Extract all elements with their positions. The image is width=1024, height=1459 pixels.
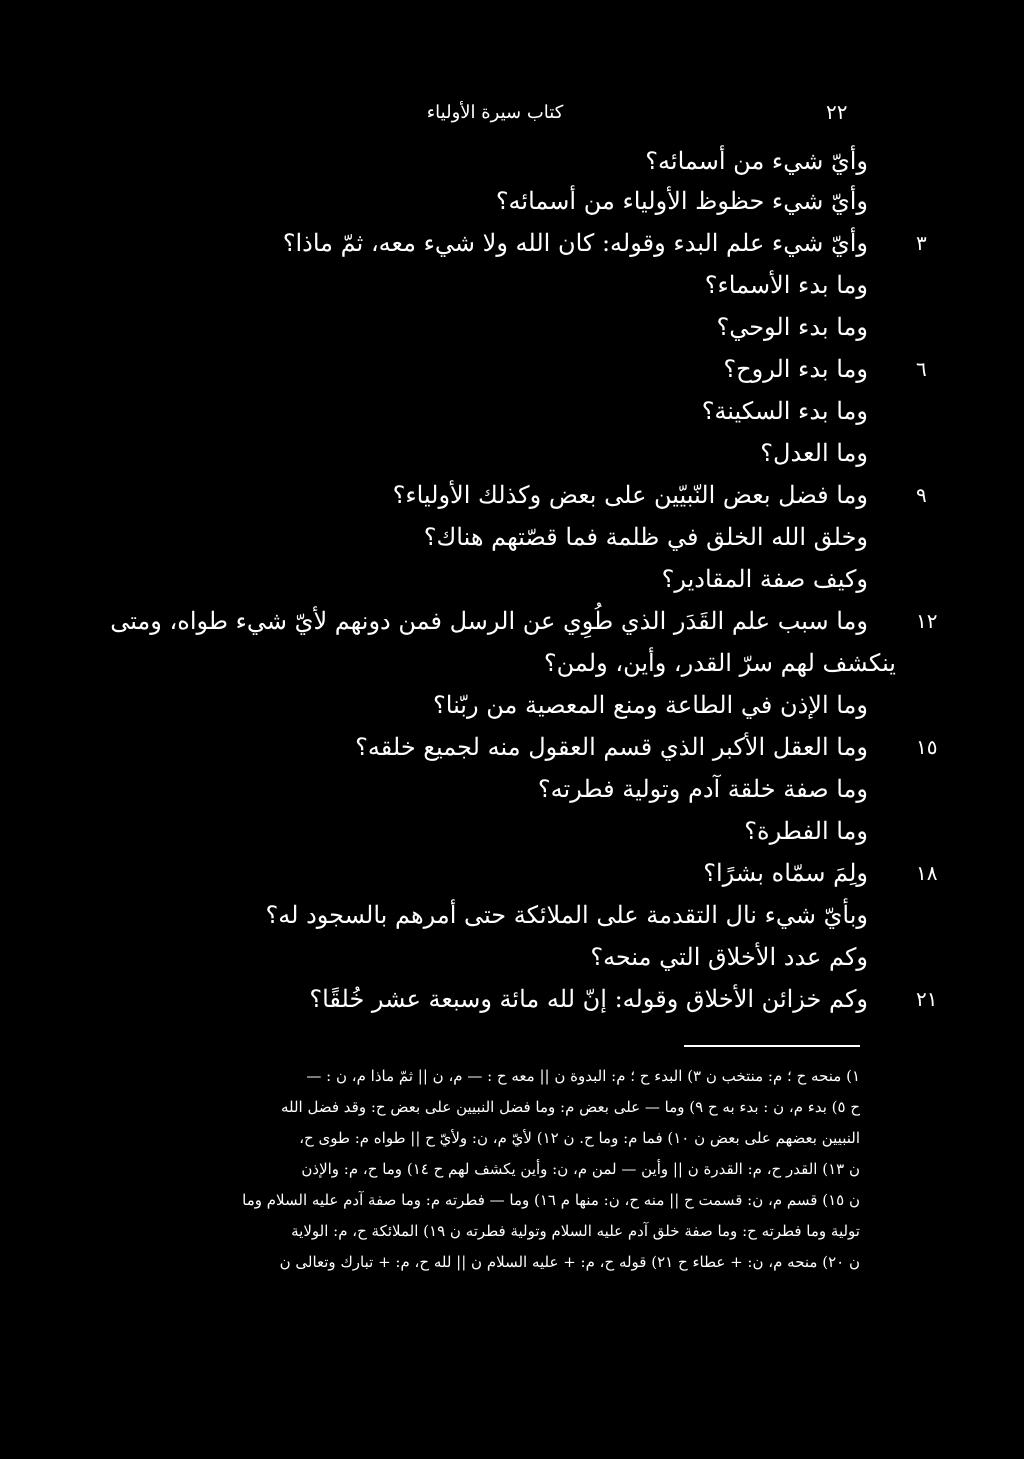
text-line: وما فضل بعض النّبيّين على بعض وكذلك الأولياء؟ <box>392 481 868 509</box>
line-number: ١٥ <box>916 735 938 759</box>
line-number: ١٨ <box>916 861 938 885</box>
text-line: ينكشف لهم سرّ القدر، وأين، ولمن؟ <box>543 649 896 677</box>
text-line: وأيّ شيء من أسمائه؟ <box>645 147 868 175</box>
text-line: وأيّ شيء حظوظ الأولياء من أسمائه؟ <box>495 187 868 215</box>
text-line: وكم خزائن الأخلاق وقوله: إنّ لله مائة وسبعة عشر خُلقًا؟ <box>309 985 868 1013</box>
text-line: وما بدء الروح؟ <box>723 355 868 383</box>
text-line: وكم عدد الأخلاق التي منحه؟ <box>590 943 868 971</box>
page-header <box>0 96 1024 136</box>
text-line: وخلق الله الخلق في ظلمة فما قصّتهم هناك؟ <box>423 523 868 551</box>
line-number: ١٢ <box>916 609 938 633</box>
text-line: وكيف صفة المقادير؟ <box>661 565 868 593</box>
text-line: وما صفة خلقة آدم وتولية فطرته؟ <box>537 775 868 803</box>
apparatus-line: تولية وما فطرته ح: وما صفة خلق آدم عليه السلام وتولية فطرته ن ١٩) الملائكة ح، م: الولاية <box>291 1222 860 1240</box>
text-line: وأيّ شيء علم البدء وقوله: كان الله ولا شيء معه، ثمّ ماذا؟ <box>282 229 868 257</box>
apparatus-line: ن ١٥) قسم م، ن: قسمت ح || منه ح، ن: منها م ١٦) وما — فطرته م: وما صفة آدم عليه السلام وما <box>242 1191 860 1209</box>
text-line: وما سبب علم القَدَر الذي طُوِي عن الرسل فمن دونهم لأيّ شيء طواه، ومتى <box>110 607 868 635</box>
text-line: وبأيّ شيء نال التقدمة على الملائكة حتى أمرهم بالسجود له؟ <box>265 901 868 929</box>
line-number: ٦ <box>916 357 927 381</box>
line-number: ٣ <box>916 231 927 255</box>
line-number: ٩ <box>916 483 927 507</box>
text-line: وما العقل الأكبر الذي قسم العقول منه لجميع خلقه؟ <box>355 733 868 761</box>
text-line: وما الإذن في الطاعة ومنع المعصية من ربّنا؟ <box>433 691 868 719</box>
text-line: وما العدل؟ <box>760 439 868 467</box>
text-line: وما بدء الوحي؟ <box>716 313 868 341</box>
apparatus-line: ح ٥) بدء م، ن : بدء به ح ٩) وما — على بعض م: وما فضل النبيين على بعض ح: وقد فضل الله <box>280 1098 860 1116</box>
apparatus-line: النبيين بعضهم على بعض ن ١٠) فما م: وما ح. ن ١٢) لأيّ م، ن: ولأيّ ح || طواه م: طوى ح، <box>299 1129 860 1147</box>
text-line: وما بدء الأسماء؟ <box>704 271 868 299</box>
text-line: وما بدء السكينة؟ <box>701 397 868 425</box>
apparatus-line: ن ٢٠) منحه م، ن: + عطاء ح ٢١) قوله ح، م: + عليه السلام ن || لله ح، م: + تبارك وتعالى ن <box>279 1253 860 1271</box>
apparatus-line: ن ١٣) القدر ح، م: القدرة ن || وأين — لمن م، ن: وأين يكشف لهم ح ١٤) وما ح، م: والإذن <box>301 1160 860 1178</box>
footnote-separator <box>684 1045 860 1047</box>
line-number: ٢١ <box>916 987 938 1011</box>
running-title: كتاب سيرة الأولياء <box>426 102 564 123</box>
text-line: وما الفطرة؟ <box>744 817 868 845</box>
apparatus-line: ١) منحه ح ؛ م: منتخب ن ٣) البدء ح ؛ م: البدوة ن || معه ح : — م، ن || ثمّ ماذا م، ن : — <box>306 1067 860 1085</box>
page-number: ٢٢ <box>826 100 848 124</box>
text-line: ولِمَ سمّاه بشرًا؟ <box>703 859 868 887</box>
